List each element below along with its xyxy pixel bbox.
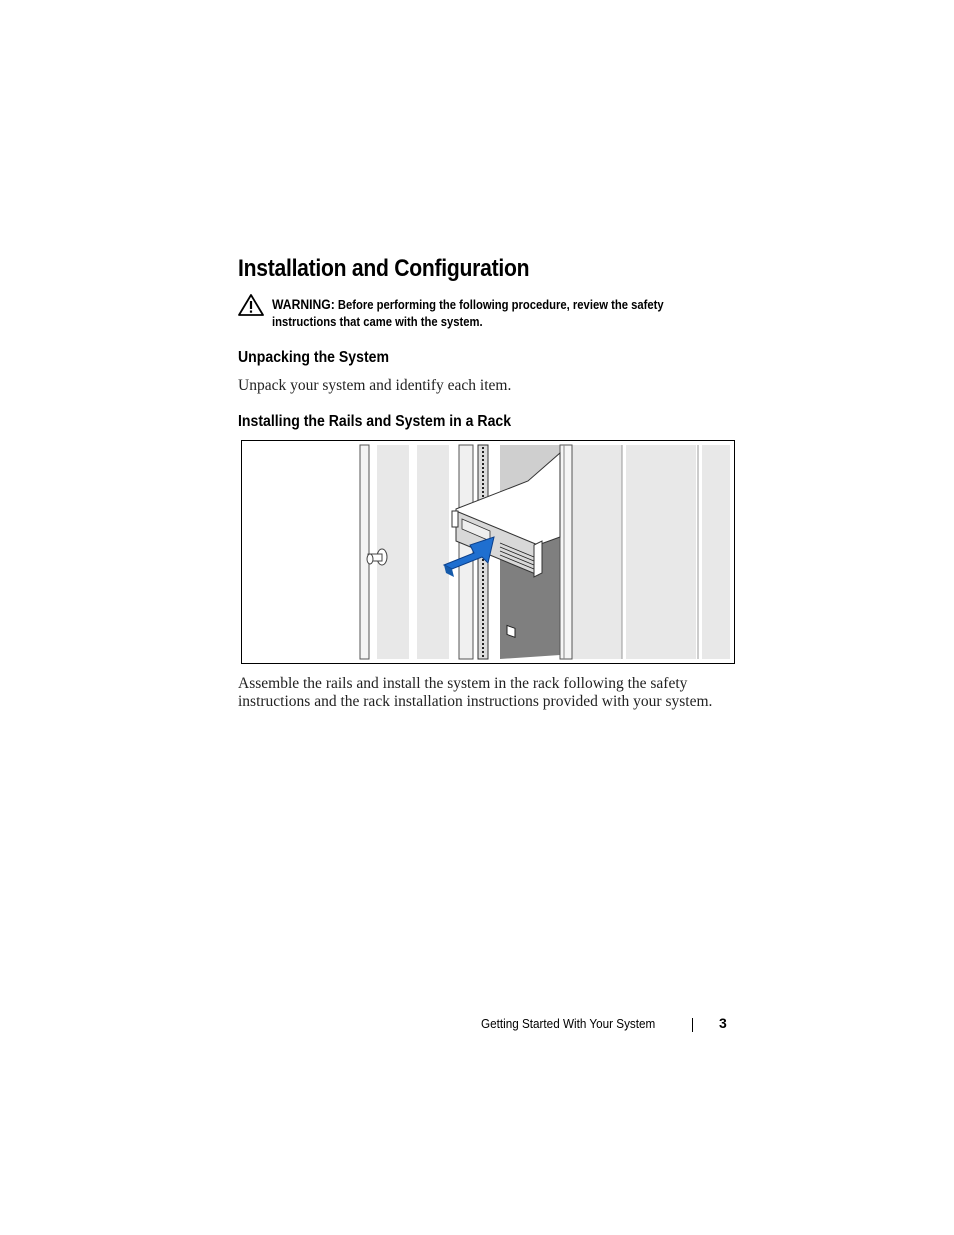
warning-note [272,296,695,331]
section-body-unpacking: Unpack your system and identify each item. [238,377,512,394]
section-heading-rails: Installing the Rails and System in a Rack [238,413,512,430]
footer-separator [692,1018,693,1032]
section-body-rails: Assemble the rails and install the system in the rack following the safety instructions and the rack installation instructions provided with your system. [238,675,713,710]
rack-install-illustration [242,441,734,663]
page-title: Installation and Configuration [238,255,530,282]
section-heading-unpacking: Unpacking the System [238,349,390,366]
page-number: 3 [719,1015,727,1031]
warning-label: WARNING: [272,297,335,312]
warning-text: Before performing the following procedure, review the safety instructions that came with the system. [272,298,664,329]
footer-title: Getting Started With Your System [481,1016,656,1031]
warning-icon [237,293,265,317]
rack-install-figure [241,440,735,664]
